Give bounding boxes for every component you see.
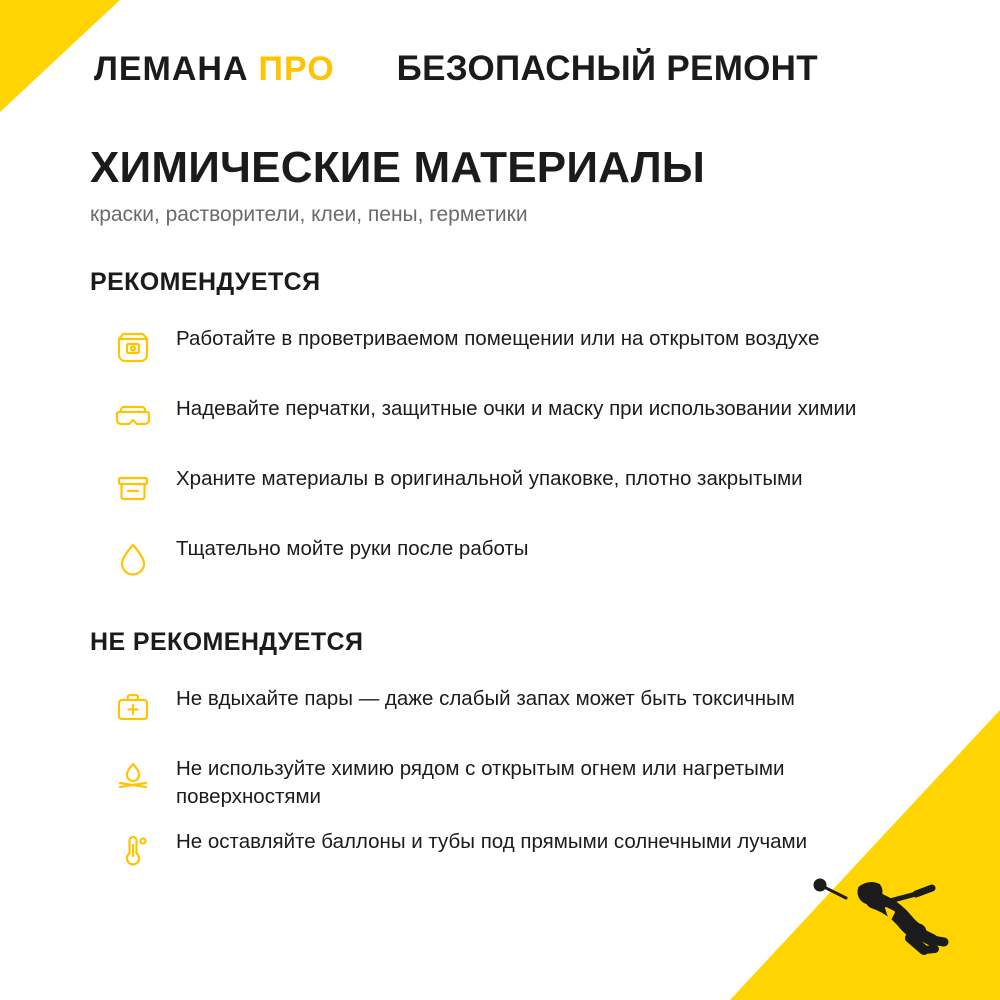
flying-worker-mascot [812,856,962,966]
section-recommended [90,268,945,603]
list-item [90,323,945,379]
list-item-label: Не оставляйте баллоны и тубы под прямыми солнечными лучами [176,829,808,853]
fire-icon [90,753,176,799]
list-item-label: Храните материалы в оригинальной упаковке, плотно закрытыми [176,467,803,490]
list-item [90,753,945,812]
list-item [90,463,945,519]
brand-logo [94,50,335,89]
respirator-icon [90,323,176,369]
section-heading-not-recommended: НЕ РЕКОМЕНДУЕТСЯ [90,628,364,656]
list-item-label: Не используйте химию рядом с открытым огнем или нагретыми поверхностями [176,757,785,809]
goggles-icon [90,393,176,439]
title-block [90,145,940,227]
thermometer-icon [90,826,176,872]
list-item [90,393,945,449]
list-item-label: Тщательно мойте руки после работы [176,537,529,560]
box-icon [90,463,176,509]
list-item-label: Не вдыхайте пары — даже слабый запах может быть токсичным [176,687,795,710]
header-title: БЕЗОПАСНЫЙ РЕМОНТ [396,49,818,88]
water-drop-icon [90,533,176,579]
brand-name: ЛЕМАНА [94,49,249,88]
list-item [90,683,945,739]
list-item [90,533,945,589]
list-item-label: Надевайте перчатки, защитные очки и маску при использовании химии [176,397,857,420]
first-aid-kit-icon [90,683,176,729]
list-item-label: Работайте в проветриваемом помещении или на открытом воздухе [176,327,820,350]
page-title: ХИМИЧЕСКИЕ МАТЕРИАЛЫ [90,143,706,192]
poster-header [94,42,960,96]
page-subtitle: краски, растворители, клеи, пены, герметики [90,203,528,227]
section-heading-recommended: РЕКОМЕНДУЕТСЯ [90,268,321,296]
brand-suffix: ПРО [258,49,335,88]
